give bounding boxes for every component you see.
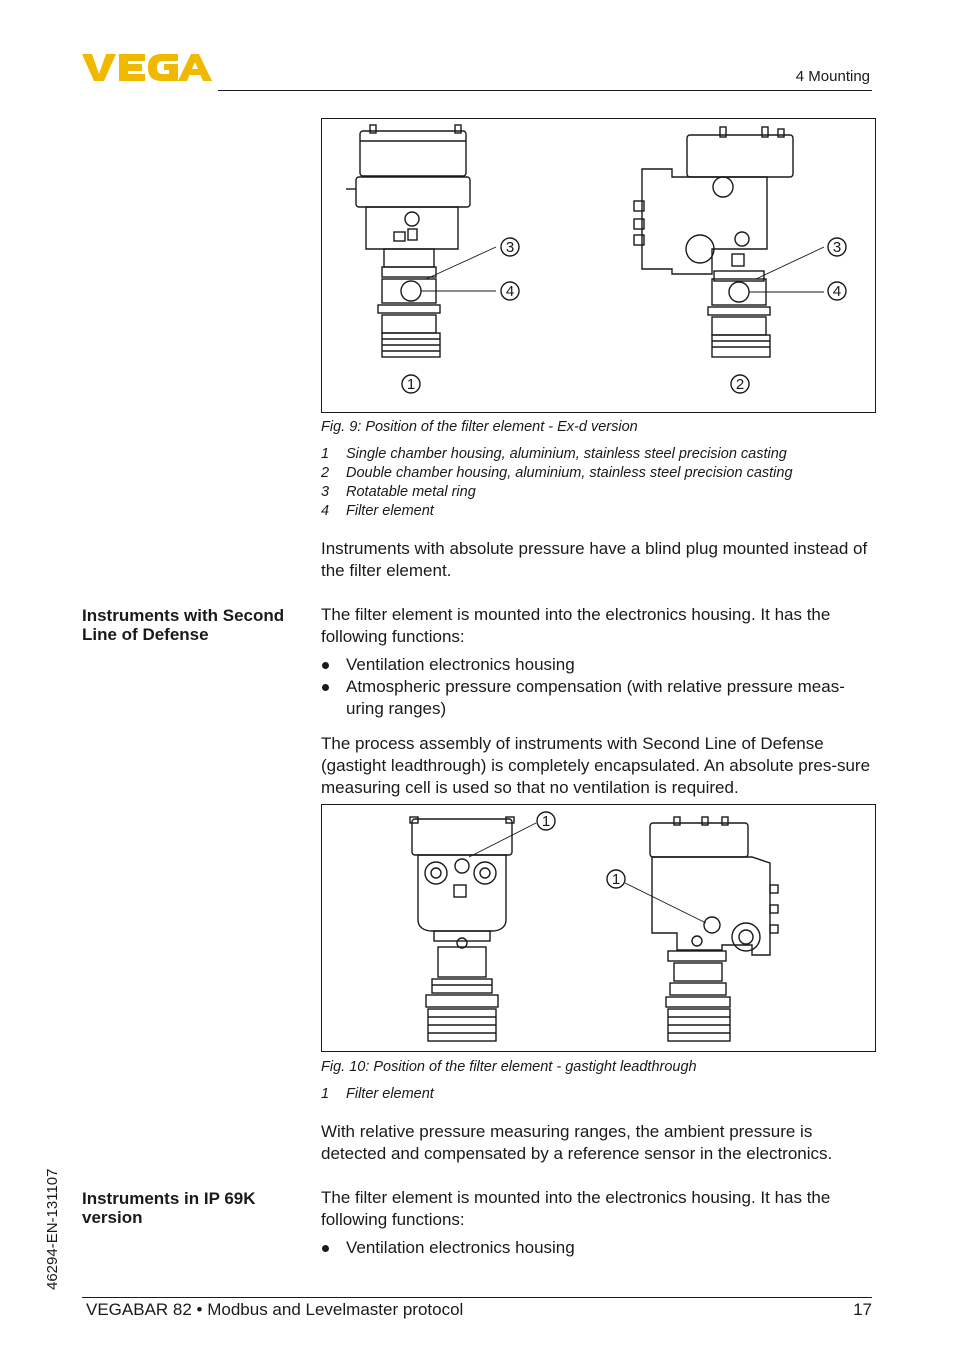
- paragraph-second-line-intro: The filter element is mounted into the electronics housing. It has the following functions:: [321, 605, 831, 646]
- chapter-title: 4 Mounting: [795, 68, 870, 85]
- footer-divider: [82, 1297, 872, 1298]
- paragraph-second-line: The process assembly of instruments with Second Line of Defense (gastight leadthrough) is completely encapsulated. An absolute pres-sure measuring cell is used so that no ventilation is required.: [321, 734, 871, 797]
- double-chamber-gastight-drawing: [650, 817, 778, 1041]
- header-divider: [218, 90, 872, 91]
- document-number: 46294-EN-131107: [44, 1168, 61, 1290]
- paragraph-relative-pressure: With relative pressure measuring ranges, the ambient pressure is detected and compensated by a reference sensor in the electronics.: [321, 1122, 833, 1163]
- figure-10-legend: [321, 1085, 434, 1104]
- figure-9-legend: [321, 445, 793, 521]
- legend-item: 4 Filter element: [321, 503, 434, 519]
- bullet-list-ip69k: [321, 1237, 873, 1259]
- callout-2: 2: [735, 376, 745, 393]
- callout-1-right: 1: [611, 871, 621, 888]
- side-heading-second-line: Instruments with Second Line of Defense: [82, 606, 285, 644]
- callout-3-left: 3: [505, 239, 515, 256]
- callout-4-right: 4: [832, 283, 842, 300]
- legend-item: 1 Single chamber housing, aluminium, stainless steel precision casting: [321, 446, 787, 462]
- bullet-item: Ventilation electronics housing: [321, 1237, 873, 1259]
- vega-logo: [82, 50, 212, 84]
- figure-9: [321, 118, 876, 413]
- legend-item: 2 Double chamber housing, aluminium, stainless steel precision casting: [321, 465, 793, 481]
- double-chamber-housing-drawing: [634, 127, 793, 357]
- side-heading-ip69k: Instruments in IP 69K version: [82, 1189, 256, 1227]
- figure-10: [321, 804, 876, 1052]
- paragraph-blind-plug: Instruments with absolute pressure have a blind plug mounted instead of the filter element.: [321, 539, 868, 580]
- single-chamber-gastight-drawing: [410, 817, 514, 1041]
- callout-1-left: 1: [541, 813, 551, 830]
- page-number: 17: [853, 1300, 872, 1319]
- figure-9-caption: Fig. 9: Position of the filter element - Ex-d version: [321, 419, 638, 435]
- bullet-item: Ventilation electronics housing: [321, 654, 873, 676]
- bullet-item: Atmospheric pressure compensation (with relative pressure meas-uring ranges): [321, 676, 873, 720]
- single-chamber-housing-drawing: [346, 125, 470, 357]
- footer-title: VEGABAR 82 • Modbus and Levelmaster protocol: [86, 1300, 464, 1319]
- callout-4-left: 4: [505, 283, 515, 300]
- callout-1: 1: [406, 376, 416, 393]
- callout-3-right: 3: [832, 239, 842, 256]
- paragraph-ip69k-intro: The filter element is mounted into the electronics housing. It has the following functions:: [321, 1188, 831, 1229]
- figure-10-caption: Fig. 10: Position of the filter element - gastight leadthrough: [321, 1059, 697, 1075]
- bullet-list-second-line: [321, 654, 873, 720]
- legend-item: 1 Filter element: [321, 1086, 434, 1102]
- legend-item: 3 Rotatable metal ring: [321, 484, 476, 500]
